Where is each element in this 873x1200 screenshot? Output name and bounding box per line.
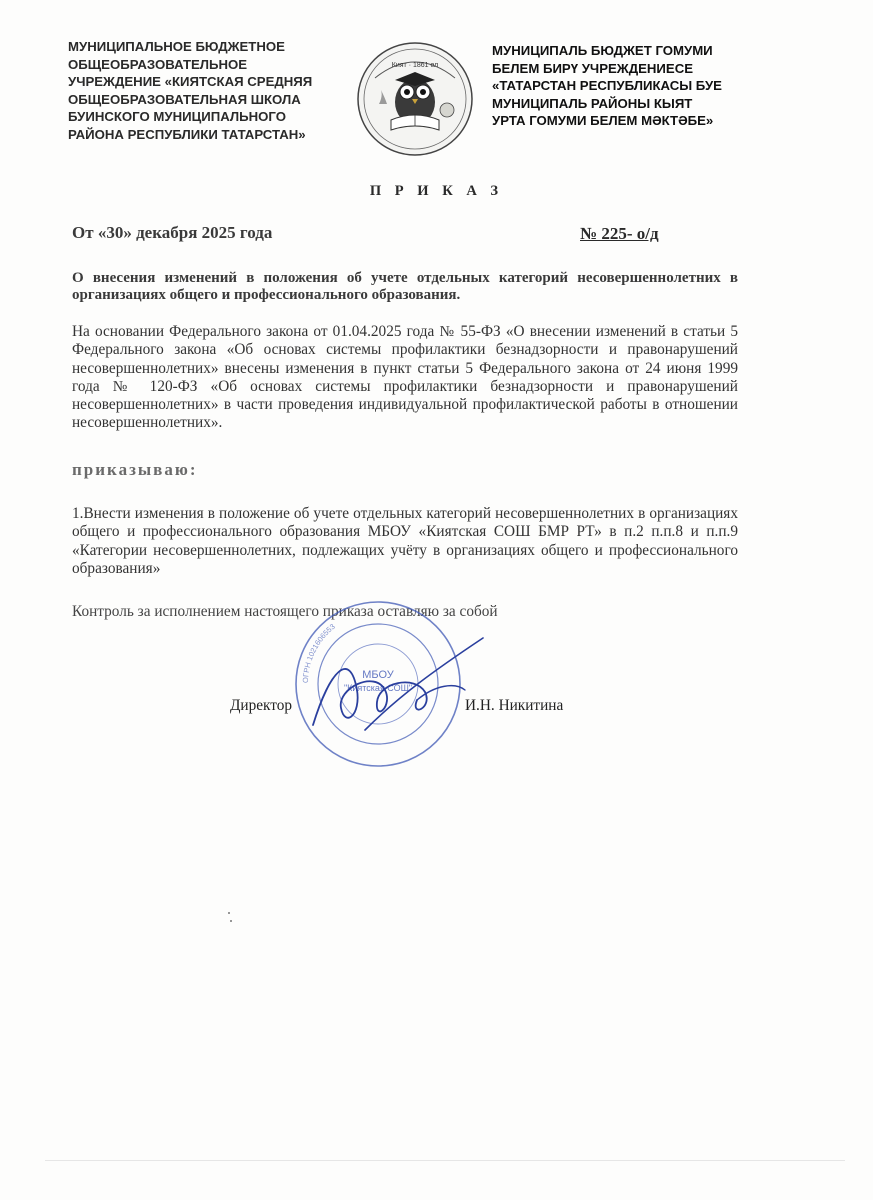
svg-text:Кият · 1861 ел: Кият · 1861 ел <box>391 62 439 69</box>
scan-speck <box>230 920 232 922</box>
scan-speck <box>228 912 230 914</box>
header-right-line: УРТА ГОМУМИ БЕЛЕМ МӘКТӘБЕ» <box>492 113 714 128</box>
header-left-line: ОБЩЕОБРАЗОВАТЕЛЬНОЕ <box>68 56 248 72</box>
header-left-line: ОБЩЕОБРАЗОВАТЕЛЬНАЯ ШКОЛА <box>68 91 301 107</box>
order-directive-word: приказываю: <box>72 460 198 479</box>
header-right-line: БЕЛЕМ БИРҮ УЧРЕЖДЕНИЕСЕ <box>492 60 694 76</box>
header-left-russian <box>68 38 353 143</box>
control-clause: Контроль за исполнением настоящего приказа оставляю за собой <box>72 603 498 620</box>
order-number: № 225- о/д <box>580 224 659 243</box>
director-signature-icon <box>305 630 495 745</box>
page-bottom-rule <box>45 1160 845 1161</box>
header-right-tatar <box>492 42 752 130</box>
director-name: И.Н. Никитина <box>465 697 564 714</box>
header-right-line: «ТАТАРСТАН РЕСПУБЛИКАСЫ БУЕ <box>492 78 722 93</box>
header-right-line: МУНИЦИПАЛЬ БЮДЖЕТ ГОМУМИ <box>492 43 713 58</box>
order-subject: О внесения изменений в положения об учете отдельных категорий несовершеннолетних в организациях общего и профессионального образования. <box>72 270 738 303</box>
stamp-center-line2: "Киятская СОШ" <box>343 683 413 693</box>
order-point-1: 1.Внести изменения в положение об учете отдельных категорий несовершеннолетних в организациях общего и профессионального образования МБОУ «Киятская СОШ БМР РТ» в п.2 п.п.8 и п.п.9 «Категории несовершеннолетних, подлежащих учёту в организациях общего и профессионального образования» <box>72 505 738 577</box>
school-logo-icon <box>355 40 475 158</box>
header-right-line: МУНИЦИПАЛЬ РАЙОНЫ КЫЯТ <box>492 95 693 111</box>
stamp-ring-text: ОГРН 1021606553 <box>300 621 337 684</box>
director-label: Директор <box>230 697 293 714</box>
stamp-center-line1: МБОУ <box>362 669 394 681</box>
header-left-line: РАЙОНА РЕСПУБЛИКИ ТАТАРСТАН» <box>68 126 306 142</box>
legal-basis-paragraph: На основании Федерального закона от 01.04.2025 года № 55-ФЗ «О внесении изменений в статьи 5 Федерального закона «Об основах системы профилактики безнадзорности и правонарушений несовершеннолетних» внесены изменения в пункт статьи 5 Федерального закона от 24 июня 1999 года № 120-ФЗ «Об основах системы профилактики безнадзорности и правонарушений несовершеннолетних» в части проведения индивидуальной профилактической работы в отношении несовершеннолетних». <box>72 323 738 432</box>
header-left-line: УЧРЕЖДЕНИЕ «КИЯТСКАЯ СРЕДНЯЯ <box>68 74 313 89</box>
order-date: От «30» декабря 2025 года <box>72 223 273 242</box>
header-left-line: БУИНСКОГО МУНИЦИПАЛЬНОГО <box>68 109 286 124</box>
header-left-line: МУНИЦИПАЛЬНОЕ БЮДЖЕТНОЕ <box>68 39 285 54</box>
document-title: П Р И К А З <box>369 183 504 199</box>
